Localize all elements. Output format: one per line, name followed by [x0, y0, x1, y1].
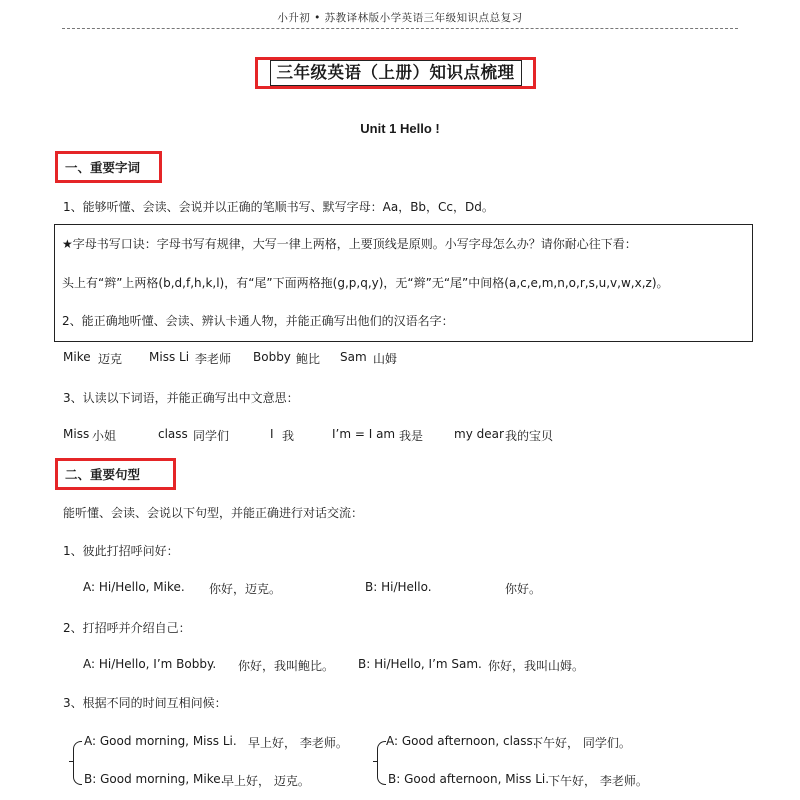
- left-brace: [73, 741, 82, 785]
- dialog-line-en: A: Good afternoon, class.: [386, 734, 537, 748]
- page-title: 三年级英语（上册）知识点梳理: [270, 60, 522, 86]
- dialog-line-zh: 你好，迈克。: [209, 582, 282, 596]
- unit-heading: Unit 1 Hello !: [360, 121, 440, 136]
- name-en: Sam: [340, 350, 367, 364]
- name-zh: 鲍比: [296, 352, 321, 366]
- dialog-line-zh: 你好。: [505, 582, 542, 596]
- name-zh: 迈克: [98, 352, 123, 366]
- word-en: my dear: [454, 427, 504, 441]
- word-zh: 同学们: [193, 429, 230, 443]
- section-heading-sentences: 二、重要句型: [55, 458, 176, 490]
- dialog-line-zh: 下午好， 李老师。: [548, 774, 648, 788]
- letter-rule-line-2: 头上有“辫”上两格(b,d,f,h,k,l)，有“尾”下面两格拖(g,p,q,y)，无“辫”无“尾”中间格(a,c,e,m,n,o,r,s,u,v,w,x,z)。: [62, 276, 669, 290]
- word-zh: 我的宝贝: [505, 429, 554, 443]
- vocab-item-1: 1、能够听懂、会读、会说并以正确的笔顺书写、默写字母：Aa，Bb，Cc，Dd。: [63, 200, 494, 214]
- word-zh: 我是: [399, 429, 424, 443]
- dialog-line-en: B: Good afternoon, Miss Li.: [388, 772, 550, 786]
- letter-rule-line-1: ★字母书写口诀：字母书写有规律，大写一律上两格，上要顶线是原则。小写字母怎么办？请你耐心往下看：: [62, 237, 637, 251]
- sentence-item-2: 2、打招呼并介绍自己：: [63, 621, 191, 635]
- vocab-item-3: 3、认读以下词语，并能正确写出中文意思：: [63, 391, 299, 405]
- dialog-line-en: A: Hi/Hello, I’m Bobby.: [83, 657, 217, 671]
- name-en: Miss Li: [149, 350, 190, 364]
- word-zh: 小姐: [92, 429, 117, 443]
- header-divider: [62, 28, 738, 29]
- sentence-item-3: 3、根据不同的时间互相问候：: [63, 696, 227, 710]
- page-header: 小升初 • 苏教译林版小学英语三年级知识点总复习: [277, 12, 523, 24]
- dialog-line-zh: 早上好， 李老师。: [248, 736, 348, 750]
- vocab-item-2: 2、能正确地听懂、会读、辨认卡通人物，并能正确写出他们的汉语名字：: [62, 314, 454, 328]
- right-brace: [377, 741, 386, 785]
- word-en: I: [270, 427, 274, 441]
- dialog-line-en: A: Good morning, Miss Li.: [84, 734, 237, 748]
- dialog-line-zh: 你好，我叫鲍比。: [238, 659, 335, 673]
- dialog-line-en: A: Hi/Hello, Mike.: [83, 580, 185, 594]
- name-en: Bobby: [253, 350, 291, 364]
- word-en: I’m = I am: [332, 427, 396, 441]
- name-zh: 李老师: [195, 352, 232, 366]
- dialog-line-zh: 你好，我叫山姆。: [488, 659, 585, 673]
- dialog-line-zh: 早上好， 迈克。: [222, 774, 310, 788]
- sentence-item-1: 1、彼此打招呼问好：: [63, 544, 179, 558]
- word-en: class: [158, 427, 188, 441]
- dialog-line-zh: 下午好， 同学们。: [531, 736, 631, 750]
- name-zh: 山姆: [373, 352, 398, 366]
- title-highlight-box: [255, 57, 536, 89]
- word-zh: 我: [282, 429, 295, 443]
- name-en: Mike: [63, 350, 91, 364]
- sentences-intro: 能听懂、会读、会说以下句型，并能正确进行对话交流：: [63, 506, 364, 520]
- section-heading-vocabulary: 一、重要字词: [55, 151, 162, 183]
- dialog-line-en: B: Hi/Hello, I’m Sam.: [358, 657, 482, 671]
- dialog-line-en: B: Hi/Hello.: [365, 580, 432, 594]
- word-en: Miss: [63, 427, 90, 441]
- dialog-line-en: B: Good morning, Mike.: [84, 772, 225, 786]
